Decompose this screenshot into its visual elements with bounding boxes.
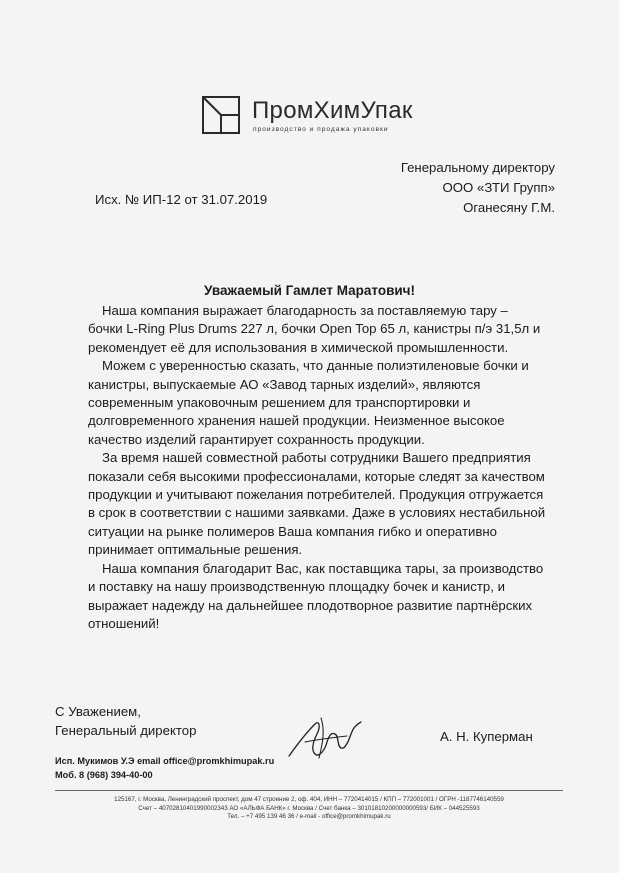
- addressee-line: ООО «ЗТИ Групп»: [442, 180, 555, 195]
- contact-line: Моб. 8 (968) 394-40-00: [55, 770, 153, 780]
- contact-line: Исп. Мукимов У.Э email office@promkhimupak.ru: [55, 756, 275, 766]
- letter-body: [88, 302, 546, 633]
- body-paragraph: Наша компания выражает благодарность за поставляемую тару – бочки L-Ring Plus Drums 227 л, бочки Open Top 65 л, канистры п/э 31,5л и рекомендует её для использования в химической промышленности.: [88, 303, 541, 355]
- footer-requisites: [55, 796, 563, 822]
- addressee-block: [401, 158, 555, 218]
- footer-divider: [55, 790, 563, 791]
- addressee-line: Оганесяну Г.М.: [463, 200, 555, 215]
- body-paragraph: Наша компания благодарит Вас, как поставщика тары, за производство и поставку на нашу производственную площадку бочек и канистр, и выражает надежду на дальнейшее плодотворное развитие партнёрских отношений!: [88, 560, 544, 631]
- signer-name: А. Н. Куперман: [440, 729, 533, 744]
- body-paragraph: Можем с уверенностью сказать, что данные полиэтиленовые бочки и канистры, выпускаемые АО «Завод тарных изделий», являются современным упаковочным решением для транспортировки и долговременного хранения нашей продукции. Неизменное высокое качество изделий гарантирует сохранность продукции.: [88, 358, 529, 447]
- footer-line: 125167, г. Москва, Ленинградский проспект, дом 47 строение 2, оф. 404, ИНН – 7720414015 / КПП – 772001001 / ОГРН -1187746140559: [114, 796, 504, 803]
- footer-line: Счет – 40702810401990002343 АО «АЛЬФА БАНК» г. Москва / Счет банка – 30101810200000000593/ БИК – 044525593: [138, 804, 480, 812]
- closing-line: С Уважением,: [55, 704, 141, 719]
- footer-line: Тел. – +7 495 139 46 36 / e-mail - office@promkhimupak.ru: [227, 813, 391, 821]
- closing-line: Генеральный директор: [55, 723, 197, 738]
- logo-mark-icon: [202, 96, 240, 134]
- addressee-line: Генеральному директору: [400, 160, 555, 175]
- company-logo: [202, 96, 542, 140]
- body-paragraph: За время нашей совместной работы сотрудники Вашего предприятия показали себя высокими профессионалами, которые следят за качеством продукции и учитывают пожелания потребителей. Продукция отгружается в срок в соответствии с нашими заявками. Даже в условиях нестабильной ситуации на рынке полимеров Ваша компания гибко и оперативно принимает оптимальные решения.: [88, 450, 546, 558]
- outgoing-reference: Исх. № ИП-12 от 31.07.2019: [95, 192, 268, 207]
- logo-tagline: производство и продажа упаковки: [253, 126, 389, 133]
- salutation: Уважаемый Гамлет Маратович!: [204, 283, 415, 298]
- closing-block: [55, 702, 196, 740]
- contact-block: [55, 754, 274, 782]
- logo-name: ПромХимУпак: [252, 97, 413, 124]
- handwritten-signature: [285, 712, 365, 764]
